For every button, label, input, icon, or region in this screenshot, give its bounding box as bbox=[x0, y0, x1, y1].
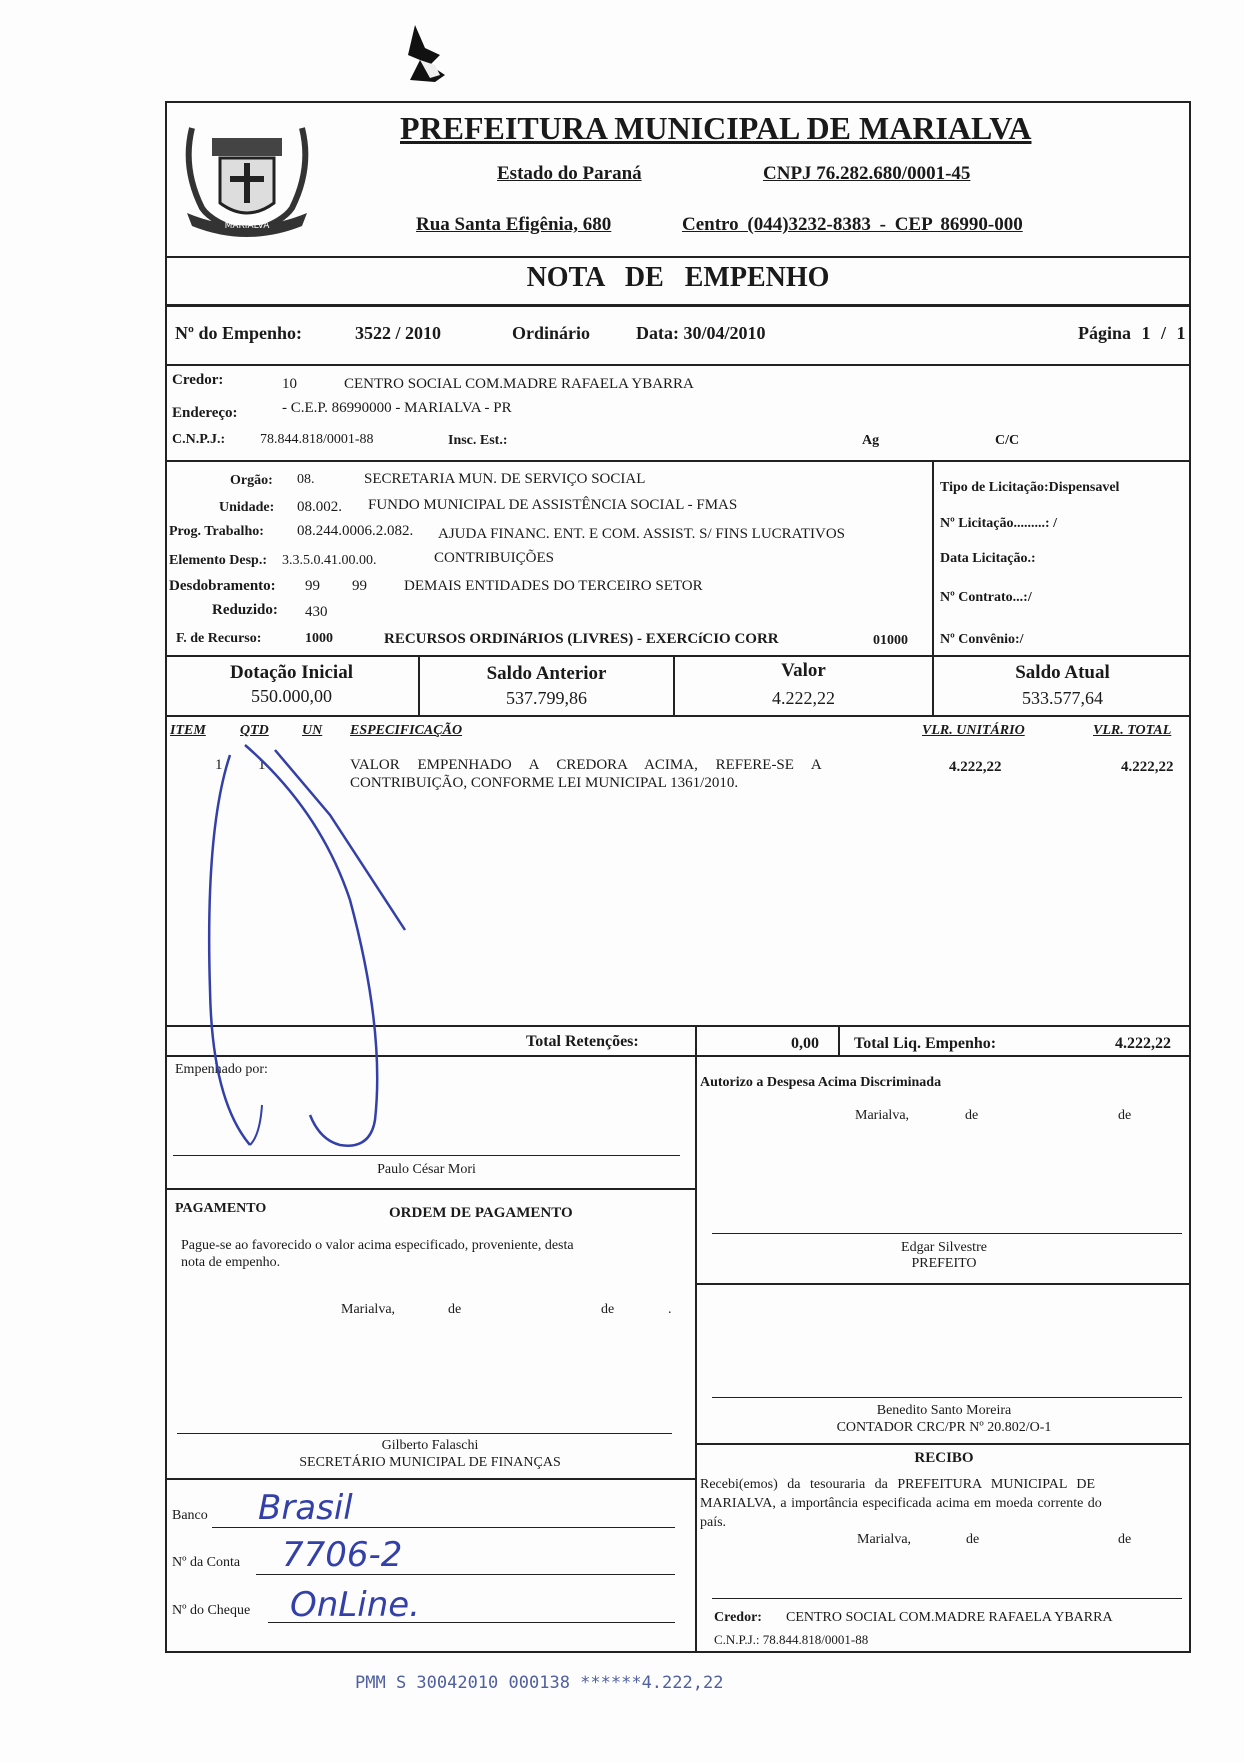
elemento-name: CONTRIBUIÇÕES bbox=[434, 550, 555, 566]
liq-empenho-label: Total Liq. Empenho: bbox=[854, 1035, 997, 1052]
cnpj-label: C.N.P.J.: bbox=[172, 432, 226, 447]
financas-name: Gilberto Falaschi bbox=[381, 1438, 479, 1453]
recibo-text-line3: país. bbox=[700, 1515, 727, 1530]
recurso-label: F. de Recurso: bbox=[176, 631, 262, 646]
licitacao-convenio: Nº Convênio:/ bbox=[940, 632, 1024, 647]
empenhado-name: Paulo César Mori bbox=[377, 1162, 476, 1177]
prog-name: AJUDA FINANC. ENT. E COM. ASSIST. S/ FINS LUCRATIVOS bbox=[438, 526, 845, 542]
row-item: 1 bbox=[215, 757, 223, 773]
header-state: Estado do Paraná bbox=[497, 163, 642, 184]
licitacao-data: Data Licitação.: bbox=[940, 551, 1036, 566]
saldo-anterior-label: Saldo Anterior bbox=[486, 663, 607, 684]
empenho-label: Nº do Empenho: bbox=[175, 323, 302, 343]
contador-name: Benedito Santo Moreira bbox=[876, 1403, 1012, 1418]
row-unit: 4.222,22 bbox=[949, 759, 1002, 775]
unidade-label: Unidade: bbox=[219, 500, 275, 515]
banco-label: Banco bbox=[172, 1508, 208, 1523]
recibo-text-line2: MARIALVA, a importância especificada acima em moeda corrente do bbox=[700, 1496, 1102, 1511]
page-number: Página 1 / 1 bbox=[1078, 323, 1186, 343]
prog-label: Prog. Trabalho: bbox=[169, 524, 264, 539]
contador-role: CONTADOR CRC/PR Nº 20.802/O-1 bbox=[836, 1420, 1052, 1435]
doc-title: NOTA DE EMPENHO bbox=[526, 262, 830, 293]
orgao-name: SECRETARIA MUN. DE SERVIÇO SOCIAL bbox=[364, 471, 646, 487]
conta-handwritten: 7706-2 bbox=[282, 1535, 403, 1575]
reduzido-code: 430 bbox=[305, 604, 328, 620]
autorizo-de2: de bbox=[1118, 1108, 1132, 1123]
cc-label: C/C bbox=[995, 433, 1020, 448]
prefeito-role: PREFEITO bbox=[911, 1256, 977, 1271]
recibo-text-line1: Recebi(emos) da tesouraria da PREFEITURA MUNICIPAL DE bbox=[700, 1477, 1096, 1492]
unidade-name: FUNDO MUNICIPAL DE ASSISTÊNCIA SOCIAL - FMAS bbox=[368, 497, 738, 513]
recibo-place: Marialva, bbox=[857, 1532, 912, 1547]
row-total: 4.222,22 bbox=[1121, 759, 1174, 775]
licitacao-tipo bbox=[940, 480, 1119, 496]
recurso-code2: 01000 bbox=[873, 633, 908, 648]
credor-label: Credor: bbox=[172, 372, 224, 388]
orgao-label: Orgão: bbox=[230, 473, 273, 488]
saldo-anterior-value: 537.799,86 bbox=[506, 688, 587, 708]
recibo-de1: de bbox=[966, 1532, 980, 1547]
retencoes-value: 0,00 bbox=[791, 1035, 819, 1052]
signature-scribble bbox=[180, 740, 460, 1160]
col-total: VLR. TOTAL bbox=[1093, 723, 1172, 738]
retencoes-label: Total Retenções: bbox=[526, 1033, 639, 1050]
insc-label: Insc. Est.: bbox=[448, 433, 508, 448]
svg-text:MARIALVA: MARIALVA bbox=[224, 221, 270, 231]
banco-handwritten: Brasil bbox=[258, 1488, 353, 1528]
recurso-code: 1000 bbox=[305, 631, 333, 646]
cheque-handwritten: OnLine. bbox=[290, 1585, 420, 1625]
elemento-label: Elemento Desp.: bbox=[169, 553, 267, 568]
torn-paper-artifact bbox=[390, 20, 470, 100]
dotacao-label: Dotação Inicial bbox=[230, 662, 353, 683]
prefeito-name: Edgar Silvestre bbox=[901, 1240, 987, 1255]
desdobramento-code2: 99 bbox=[352, 578, 367, 594]
recurso-name: RECURSOS ORDINáRIOS (LIVRES) - EXERCíCIO CORR bbox=[384, 631, 779, 647]
pagamento-place: Marialva, bbox=[341, 1302, 396, 1317]
desdobramento-name: DEMAIS ENTIDADES DO TERCEIRO SETOR bbox=[404, 578, 703, 594]
financas-role: SECRETÁRIO MUNICIPAL DE FINANÇAS bbox=[299, 1455, 561, 1470]
desdobramento-code1: 99 bbox=[305, 578, 320, 594]
dotacao-value: 550.000,00 bbox=[251, 686, 332, 706]
recibo-cnpj: C.N.P.J.: 78.844.818/0001-88 bbox=[714, 1632, 869, 1647]
row-qtd: 1 bbox=[258, 757, 266, 773]
autorizo-de1: de bbox=[965, 1108, 979, 1123]
licitacao-tipo-text: Tipo de Licitação:Dispensavel bbox=[940, 480, 1120, 495]
recibo-title: RECIBO bbox=[914, 1450, 974, 1466]
pagamento-label: PAGAMENTO bbox=[175, 1201, 267, 1216]
credor-address: - C.E.P. 86990000 - MARIALVA - PR bbox=[282, 400, 512, 416]
pagamento-de2: de bbox=[601, 1302, 615, 1317]
endereco-label: Endereço: bbox=[172, 405, 238, 421]
cheque-label: Nº do Cheque bbox=[172, 1603, 251, 1618]
pagamento-dot: . bbox=[668, 1302, 672, 1317]
empenho-date: Data: 30/04/2010 bbox=[636, 323, 766, 343]
licitacao-contrato: Nº Contrato...:/ bbox=[940, 590, 1032, 605]
recibo-de2: de bbox=[1118, 1532, 1132, 1547]
header-address: Rua Santa Efigênia, 680 bbox=[416, 214, 612, 235]
header-contact: Centro (044)3232-8383 - CEP 86990-000 bbox=[682, 214, 1023, 235]
reduzido-label: Reduzido: bbox=[212, 602, 278, 618]
coat-of-arms-logo bbox=[172, 108, 322, 238]
autorizo-place: Marialva, bbox=[855, 1108, 910, 1123]
pagamento-text-line1: Pague-se ao favorecido o valor acima especificado, proveniente, desta bbox=[181, 1238, 574, 1253]
conta-label: Nº da Conta bbox=[172, 1555, 241, 1570]
ordem-pagamento-title: ORDEM DE PAGAMENTO bbox=[389, 1205, 573, 1221]
elemento-code: 3.3.5.0.41.00.00. bbox=[282, 553, 377, 568]
empenho-number: 3522 / 2010 bbox=[355, 323, 442, 343]
saldo-atual-value: 533.577,64 bbox=[1022, 688, 1103, 708]
row-spec-line1: VALOR EMPENHADO A CREDORA ACIMA, REFERE-SE A bbox=[350, 757, 822, 773]
header-title: PREFEITURA MUNICIPAL DE MARIALVA bbox=[400, 110, 1032, 146]
liq-empenho-value: 4.222,22 bbox=[1115, 1035, 1171, 1052]
recibo-credor-name: CENTRO SOCIAL COM.MADRE RAFAELA YBARRA bbox=[786, 1610, 1113, 1625]
col-item: ITEM bbox=[170, 723, 206, 738]
licitacao-numero: Nº Licitação.........: / bbox=[940, 516, 1057, 531]
orgao-code: 08. bbox=[297, 472, 315, 487]
valor-value: 4.222,22 bbox=[772, 688, 835, 708]
autorizo-title: Autorizo a Despesa Acima Discriminada bbox=[700, 1075, 942, 1090]
ag-label: Ag bbox=[862, 433, 880, 448]
credor-code: 10 bbox=[282, 376, 297, 392]
recibo-credor-label: Credor: bbox=[714, 1610, 762, 1625]
unidade-code: 08.002. bbox=[297, 499, 342, 515]
desdobramento-label: Desdobramento: bbox=[169, 578, 276, 594]
pagamento-de1: de bbox=[448, 1302, 462, 1317]
col-spec: ESPECIFICAÇÃO bbox=[350, 723, 463, 738]
pagamento-text-line2: nota de empenho. bbox=[181, 1255, 281, 1270]
empenhado-label: Empenhado por: bbox=[175, 1062, 268, 1077]
credor-name: CENTRO SOCIAL COM.MADRE RAFAELA YBARRA bbox=[344, 376, 694, 392]
prog-code: 08.244.0006.2.082. bbox=[297, 523, 414, 539]
empenho-type: Ordinário bbox=[512, 323, 591, 343]
saldo-atual-label: Saldo Atual bbox=[1015, 662, 1110, 683]
header-cnpj: CNPJ 76.282.680/0001-45 bbox=[763, 163, 971, 184]
row-spec-line2: CONTRIBUIÇÃO, CONFORME LEI MUNICIPAL 1361/2010. bbox=[350, 775, 739, 791]
col-unit: VLR. UNITÁRIO bbox=[922, 723, 1025, 738]
col-qtd: QTD bbox=[240, 723, 269, 738]
col-un: UN bbox=[302, 723, 323, 738]
validation-stamp: PMM S 30042010 000138 ******4.222,22 bbox=[355, 1673, 724, 1693]
credor-cnpj: 78.844.818/0001-88 bbox=[260, 432, 374, 447]
valor-label: Valor bbox=[781, 660, 826, 681]
